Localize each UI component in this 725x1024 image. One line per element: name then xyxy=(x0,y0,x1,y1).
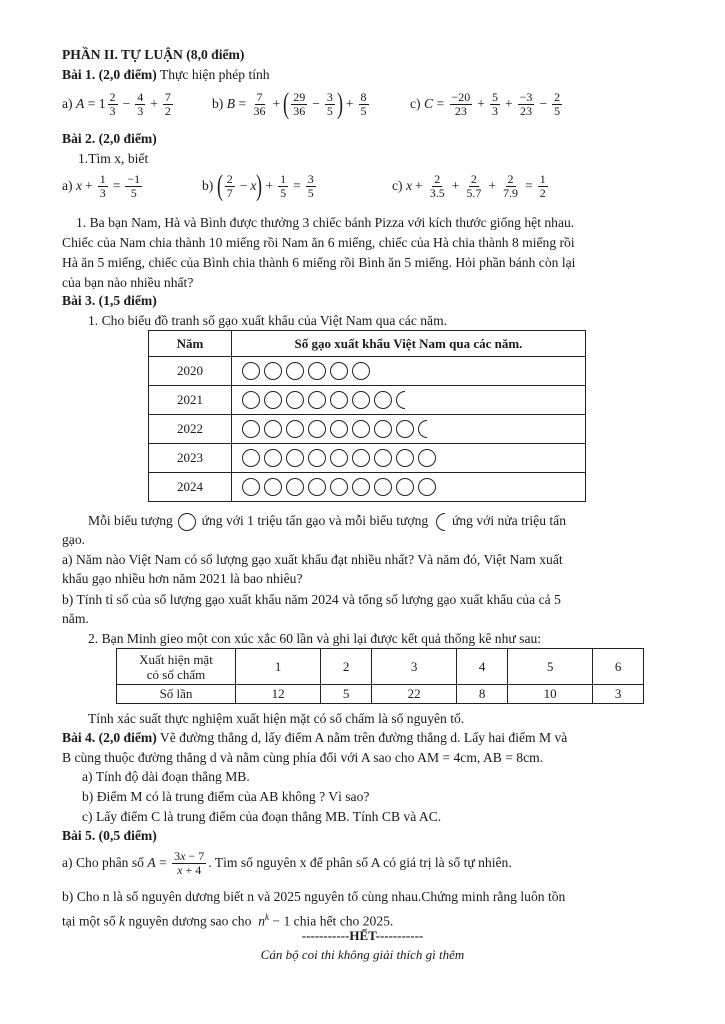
half-circle-icon xyxy=(396,391,405,409)
rice-row xyxy=(149,473,586,502)
dice-row-label: Số lần xyxy=(117,685,236,704)
dice-statistics-table xyxy=(116,648,644,704)
full-circle-icon xyxy=(418,449,436,467)
bai5-a-post: . Tìm số nguyên x để phân số A có giá trị là số tự nhiên. xyxy=(208,855,512,870)
bai4-line1 xyxy=(62,729,567,746)
bai2-sub1: 1.Tìm x, biết xyxy=(78,151,149,166)
full-circle-icon xyxy=(242,362,260,380)
half-circle-icon xyxy=(418,420,427,438)
dice-face-cell: 2 xyxy=(321,649,372,685)
bai4-head: Bài 4. xyxy=(62,730,96,745)
full-circle-icon xyxy=(286,449,304,467)
dice-count-cell: 5 xyxy=(321,685,372,704)
bai1-c-equation: c) C = $\frac{-20}{23}$ + $\frac{5}{3}$ + $\frac{-3}{23}$ − $\frac{2}{5}$ xyxy=(410,89,561,118)
dice-count-cell: 3 xyxy=(593,685,644,704)
bai5-heading xyxy=(62,827,157,844)
bai2-heading xyxy=(62,130,157,147)
full-circle-icon xyxy=(308,420,326,438)
full-circle-legend-icon xyxy=(178,513,196,531)
bai4-a: a) Tính độ dài đoạn thẳng MB. xyxy=(82,769,250,784)
dice-face-cell: 4 xyxy=(457,649,508,685)
bai5-b2-mid: nguyên dương sao cho xyxy=(128,913,252,929)
bai1-b-equation: b) B = $\frac{7}{36}$ + ( $\frac{29}{36}$ − $\frac{3}{5}$ ) + $\frac{8}{5}$ xyxy=(212,87,367,120)
legend-text-b: ứng với 1 triệu tấn gạo và mỗi biểu tượng xyxy=(201,513,429,528)
bai2-points: (2,0 điểm) xyxy=(98,131,157,146)
rice-row-year: 2022 xyxy=(149,415,232,444)
full-circle-icon xyxy=(286,420,304,438)
bai3-qa-line1: a) Năm nào Việt Nam có số lượng gạo xuất khẩu đạt nhiều nhất? Và năm đó, Việt Nam xuất xyxy=(62,552,563,567)
rice-row-icons xyxy=(232,415,586,444)
bai1-c-label: c) xyxy=(410,96,421,111)
full-circle-icon xyxy=(286,478,304,496)
bai2-b-equation: b) ( $\frac{2}{7}$ − x ) + $\frac{1}{5}$ = $\frac{3}{5}$ xyxy=(202,169,314,202)
full-circle-icon xyxy=(352,391,370,409)
half-circle-legend-icon xyxy=(436,513,445,531)
rice-row xyxy=(149,444,586,473)
full-circle-icon xyxy=(330,449,348,467)
rice-row xyxy=(149,357,586,386)
bai3-heading xyxy=(62,292,157,309)
full-circle-icon xyxy=(308,478,326,496)
full-circle-icon xyxy=(308,449,326,467)
rice-pictograph-table xyxy=(148,330,586,502)
dice-head-line1: Xuất hiện mặt xyxy=(139,651,213,667)
bai2-head: Bài 2. xyxy=(62,131,96,146)
full-circle-icon xyxy=(242,391,260,409)
bai2-a-label: a) xyxy=(62,178,73,193)
full-circle-icon xyxy=(352,449,370,467)
full-circle-icon xyxy=(330,478,348,496)
bai3-qb-line2: năm. xyxy=(62,611,89,626)
legend-line-2: gạo. xyxy=(62,532,86,547)
bai5-a-pre: a) Cho phân số xyxy=(62,855,144,870)
bai4-b: b) Điểm M có là trung điểm của AB không ? Vì sao? xyxy=(82,789,370,804)
bai2-b-label: b) xyxy=(202,178,214,193)
table-head-year: Năm xyxy=(149,331,232,357)
rice-row-year: 2020 xyxy=(149,357,232,386)
full-circle-icon xyxy=(242,449,260,467)
bai5-a-line: a) Cho phân số A = $\frac{3x - 7}{x + 4}$ . Tìm số nguyên x để phân số A có giá trị là số tự nhiên. xyxy=(62,848,512,877)
full-circle-icon xyxy=(396,449,414,467)
full-circle-icon xyxy=(264,420,282,438)
full-circle-icon xyxy=(264,362,282,380)
rice-row-icons xyxy=(232,357,586,386)
end-marker: -----------HẾT----------- xyxy=(301,928,424,943)
bai3-head: Bài 3. xyxy=(62,293,96,308)
bai2-problem-line2: Chiếc của Nam chia thành 10 miếng rồi Nam ăn 6 miếng, chiếc của Hà chia thành 8 miếng rồi xyxy=(62,235,575,250)
full-circle-icon xyxy=(264,391,282,409)
full-circle-icon xyxy=(352,362,370,380)
full-circle-icon xyxy=(308,362,326,380)
full-circle-icon xyxy=(264,478,282,496)
bai5-head: Bài 5. xyxy=(62,828,96,843)
bai3-q2: 2. Bạn Minh gieo một con xúc xắc 60 lần và ghi lại được kết quả thống kê như sau: xyxy=(88,631,542,646)
rice-row-icons xyxy=(232,386,586,415)
bai2-problem-line1: 1. Ba bạn Nam, Hà và Bình được thưởng 3 chiếc bánh Pizza với kích thước giống hệt nhau. xyxy=(76,215,575,230)
bai5-b2-pre: tại một số xyxy=(62,913,116,929)
full-circle-icon xyxy=(374,478,392,496)
dice-head-cell xyxy=(117,649,236,685)
bai4-text1: Vẽ đường thẳng d, lấy điểm A nằm trên đường thẳng d. Lấy hai điểm M và xyxy=(156,730,568,745)
rice-row-year: 2023 xyxy=(149,444,232,473)
bai1-head: Bài 1. xyxy=(62,67,96,82)
footer-note: Cán bộ coi thi không giải thích gì thêm xyxy=(260,947,465,962)
bai3-q2-task: Tính xác suất thực nghiệm xuất hiện mặt có số chấm là số nguyên tố. xyxy=(88,711,465,726)
bai3-q1: 1. Cho biểu đồ tranh số gạo xuất khẩu của Việt Nam qua các năm. xyxy=(88,313,448,328)
full-circle-icon xyxy=(286,362,304,380)
dice-face-cell: 1 xyxy=(236,649,321,685)
dice-count-cell: 8 xyxy=(457,685,508,704)
dice-count-cell: 10 xyxy=(507,685,592,704)
bai5-b2-post: chia hết cho 2025. xyxy=(293,913,394,929)
rice-row xyxy=(149,415,586,444)
bai1-points: (2,0 điểm) xyxy=(98,67,157,82)
bai5-b-line1: b) Cho n là số nguyên dương biết n và 2025 nguyên tố cùng nhau.Chứng minh rằng luôn tồn xyxy=(62,889,566,904)
bai4-points: (2,0 điểm) xyxy=(98,730,157,745)
bai1-task: Thực hiện phép tính xyxy=(156,67,270,82)
rice-row-icons xyxy=(232,473,586,502)
full-circle-icon xyxy=(374,420,392,438)
dice-head-line2: có số chấm xyxy=(146,666,206,682)
bai4-line2: B cùng thuộc đường thẳng d và nằm cùng phía đối với A sao cho AM = 4cm, AB = 8cm. xyxy=(62,750,544,765)
full-circle-icon xyxy=(352,420,370,438)
bai1-a-equation: a) A = 1 $\frac{2}{3}$ − $\frac{4}{3}$ + $\frac{7}{2}$ xyxy=(62,89,171,118)
bai3-qb-line1: b) Tính tỉ số của số lượng gạo xuất khẩu năm 2024 và tổng số lượng gạo xuất khẩu của cả 5 xyxy=(62,592,561,607)
legend-text-a: Mỗi biểu tượng xyxy=(88,513,173,528)
legend-text-c: ứng với nửa triệu tấn xyxy=(451,513,567,528)
full-circle-icon xyxy=(374,449,392,467)
dice-face-cell: 3 xyxy=(371,649,456,685)
full-circle-icon xyxy=(286,391,304,409)
dice-face-cell: 5 xyxy=(507,649,592,685)
bai1-heading xyxy=(62,66,270,83)
rice-row-icons xyxy=(232,444,586,473)
bai2-c-label: c) xyxy=(392,178,403,193)
full-circle-icon xyxy=(242,478,260,496)
full-circle-icon xyxy=(330,420,348,438)
dice-count-cell: 12 xyxy=(236,685,321,704)
rice-row-year: 2024 xyxy=(149,473,232,502)
full-circle-icon xyxy=(330,362,348,380)
table-head-title: Số gạo xuất khẩu Việt Nam qua các năm. xyxy=(232,331,586,357)
full-circle-icon xyxy=(418,478,436,496)
legend-line xyxy=(88,512,566,531)
full-circle-icon xyxy=(264,449,282,467)
dice-count-cell: 22 xyxy=(371,685,456,704)
bai4-c: c) Lấy điểm C là trung điểm của đoạn thẳng MB. Tính CB và AC. xyxy=(82,809,442,824)
bai5-b-line2: tại một số k nguyên dương sao cho $n^k - 1$ chia hết cho 2025. xyxy=(62,912,394,929)
bai3-points: (1,5 điểm) xyxy=(98,293,157,308)
bai3-qa-line2: khẩu gạo nhiều hơn năm 2021 là bao nhiêu? xyxy=(62,571,303,586)
bai1-b-label: b) xyxy=(212,96,224,111)
dice-face-cell: 6 xyxy=(593,649,644,685)
bai2-problem-line4: của bạn nào nhiều nhất? xyxy=(62,275,194,290)
full-circle-icon xyxy=(308,391,326,409)
full-circle-icon xyxy=(396,420,414,438)
rice-row xyxy=(149,386,586,415)
full-circle-icon xyxy=(352,478,370,496)
full-circle-icon xyxy=(242,420,260,438)
full-circle-icon xyxy=(374,391,392,409)
full-circle-icon xyxy=(396,478,414,496)
part-title: PHẦN II. TỰ LUẬN (8,0 điểm) xyxy=(62,47,245,62)
bai5-points: (0,5 điểm) xyxy=(98,828,157,843)
bai1-a-label: a) xyxy=(62,96,73,111)
full-circle-icon xyxy=(330,391,348,409)
bai2-c-equation: c) x + $\frac{2}{3.5}$ + $\frac{2}{5.7}$ + $\frac{2}{7.9}$ = $\frac{1}{2}$ xyxy=(392,171,546,200)
rice-row-year: 2021 xyxy=(149,386,232,415)
bai2-a-equation: a) x + $\frac{1}{3}$ = $\frac{-1}{5}$ xyxy=(62,171,141,200)
bai2-problem-line3: Hà ăn 5 miếng, chiếc của Bình chia thành 6 miếng rồi Bình ăn 5 miếng. Hỏi phần bánh còn lại xyxy=(62,255,576,270)
